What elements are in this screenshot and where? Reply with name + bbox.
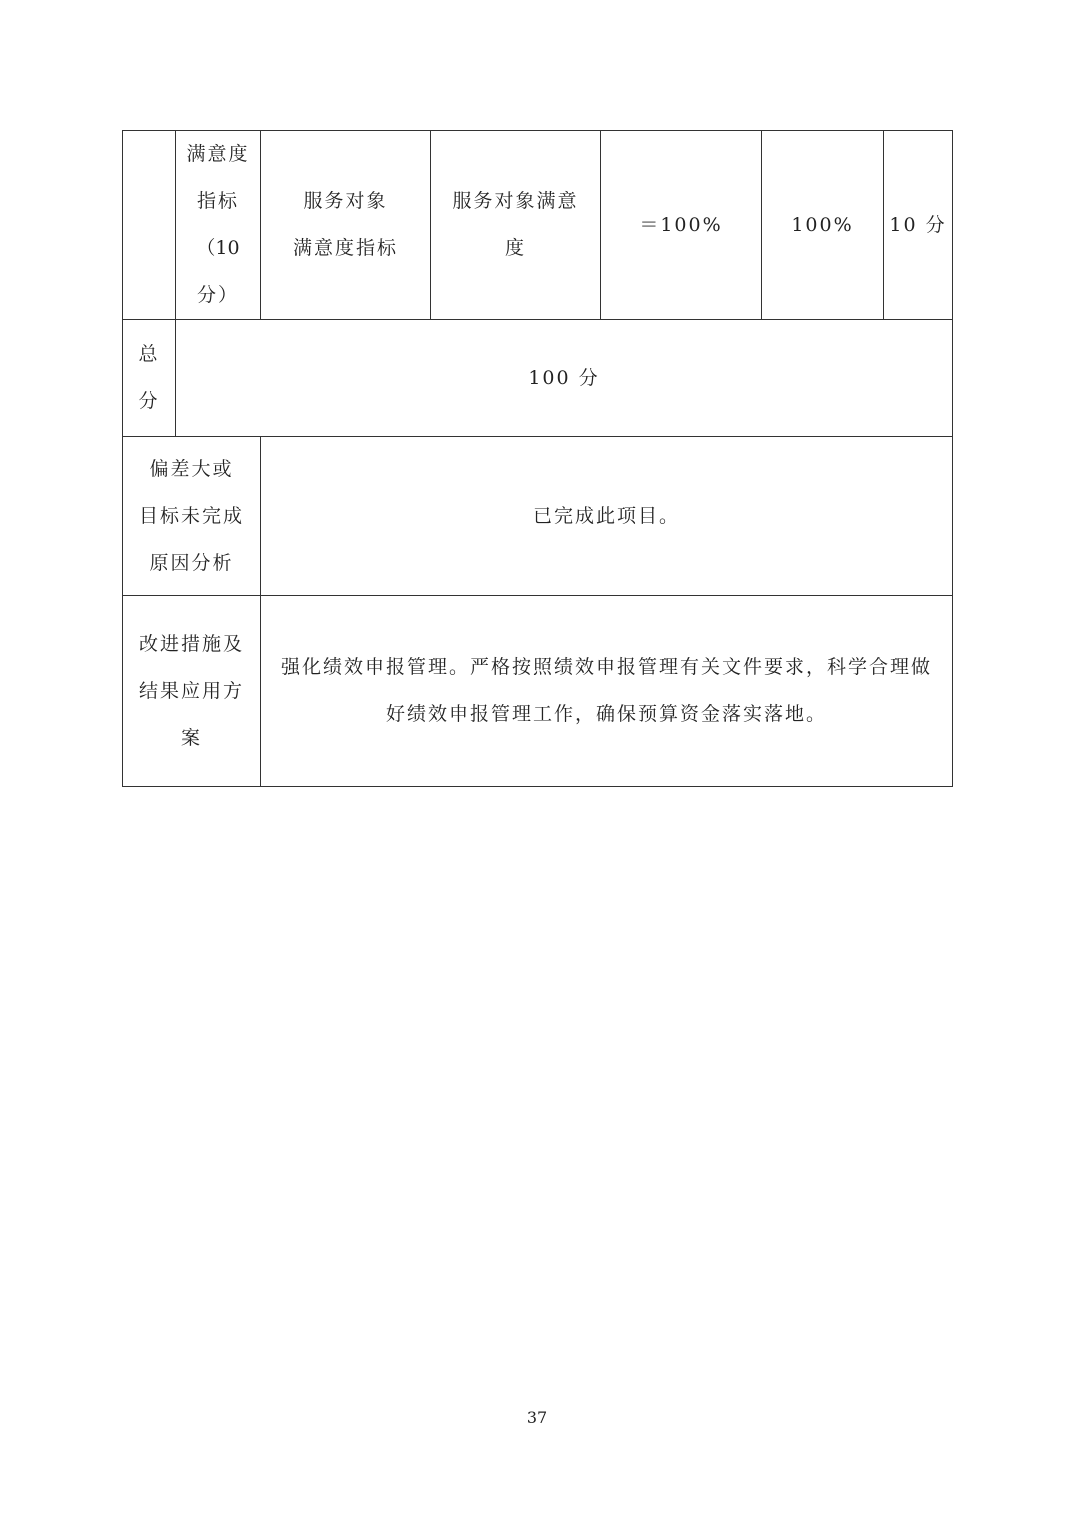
deviation-label-cell xyxy=(123,437,261,596)
empty-level1-cell xyxy=(123,131,176,320)
indicator-name-cell xyxy=(431,131,601,320)
total-label: 总分 xyxy=(138,343,160,412)
performance-evaluation-table xyxy=(122,130,953,787)
improvement-label-line: 案 xyxy=(180,726,202,749)
page-number: 37 xyxy=(526,1408,548,1427)
deviation-label-line: 目标未完成 xyxy=(138,504,244,527)
total-score-row xyxy=(123,320,953,437)
level3-line: 满意度指标 xyxy=(292,237,398,259)
improvement-content-line: 强化绩效申报管理。严格按照绩效申报管理有关文件要求，科学合理做 xyxy=(280,656,932,678)
level2-line: 指标 xyxy=(196,190,239,212)
improvement-label-line: 结果应用方 xyxy=(138,679,244,702)
deviation-analysis-row xyxy=(123,437,953,596)
target-value-cell: ＝100% xyxy=(601,131,762,320)
improvement-label-line: 改进措施及 xyxy=(138,632,244,655)
indicator-line: 度 xyxy=(504,237,526,259)
deviation-content-cell: 已完成此项目。 xyxy=(261,437,953,596)
level3-line: 服务对象 xyxy=(303,190,388,212)
score-cell: 10 分 xyxy=(884,131,953,320)
level2-line: 满意度 xyxy=(186,143,250,165)
improvement-label-cell xyxy=(123,596,261,787)
level3-indicator-cell xyxy=(261,131,431,320)
improvement-content-line: 好绩效申报管理工作，确保预算资金落实落地。 xyxy=(385,703,827,725)
improvement-measures-row xyxy=(123,596,953,787)
deviation-label-line: 原因分析 xyxy=(149,551,234,574)
actual-value-cell: 100% xyxy=(762,131,884,320)
level2-line: 分） xyxy=(196,284,239,306)
total-value-cell: 100 分 xyxy=(176,320,953,437)
satisfaction-indicator-row xyxy=(123,131,953,320)
indicator-line: 服务对象满意 xyxy=(452,190,579,212)
deviation-label-line: 偏差大或 xyxy=(149,457,234,480)
total-label-cell xyxy=(123,320,176,437)
level2-line: （10 xyxy=(196,237,240,259)
level2-indicator-cell xyxy=(176,131,261,320)
improvement-content-cell xyxy=(261,596,953,787)
